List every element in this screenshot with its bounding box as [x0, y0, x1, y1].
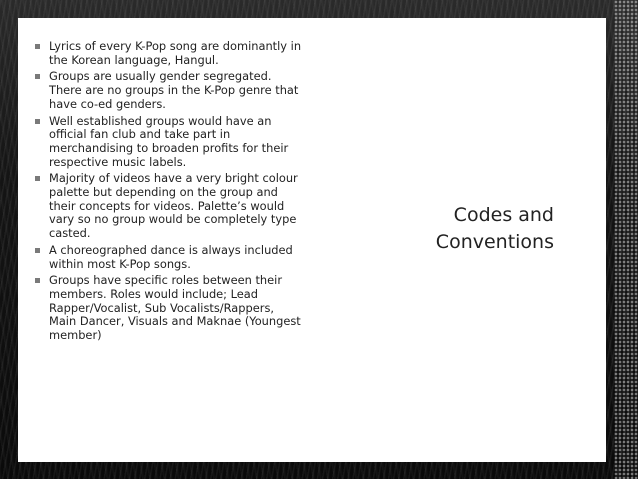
square-bullet-icon: [35, 278, 40, 283]
list-item: [32, 115, 304, 170]
list-item: [32, 274, 304, 343]
slide-title-line-2: Conventions: [435, 231, 554, 253]
list-item: [32, 172, 304, 241]
content-panel: [18, 18, 606, 462]
slide-title: [384, 202, 554, 256]
bullet-text: Lyrics of every K-Pop song are dominantly in the Korean language, Hangul.: [49, 39, 302, 67]
slide-title-line-1: Codes and: [453, 204, 554, 226]
square-bullet-icon: [35, 176, 40, 181]
square-bullet-icon: [35, 44, 40, 49]
list-item: [32, 70, 304, 111]
bullet-text: A choreographed dance is always included within most K-Pop songs.: [49, 242, 293, 271]
square-bullet-icon: [35, 74, 40, 79]
list-item: [32, 244, 304, 271]
bullet-text: Groups are usually gender segregated. There are no groups in the K-Pop genre that have co-ed genders.: [49, 69, 299, 111]
bullet-list: [32, 40, 304, 346]
bullet-text: Groups have specific roles between their members. Roles would include; Lead Rapper/Vocalist, Sub Vocalists/Rappers, Main Dancer, Visuals and Maknae (Youngest member): [49, 273, 301, 343]
bullet-text: Majority of videos have a very bright colour palette but depending on the group and their concepts for videos. Palette’s would vary so no group would be completely type casted.: [49, 171, 298, 241]
list-item: [32, 40, 304, 67]
dot-pattern-icon: [614, 0, 638, 479]
square-bullet-icon: [35, 119, 40, 124]
bullet-text: Well established groups would have an official fan club and take part in merchandising to broaden profits for their respective music labels.: [49, 113, 289, 169]
square-bullet-icon: [35, 248, 40, 253]
